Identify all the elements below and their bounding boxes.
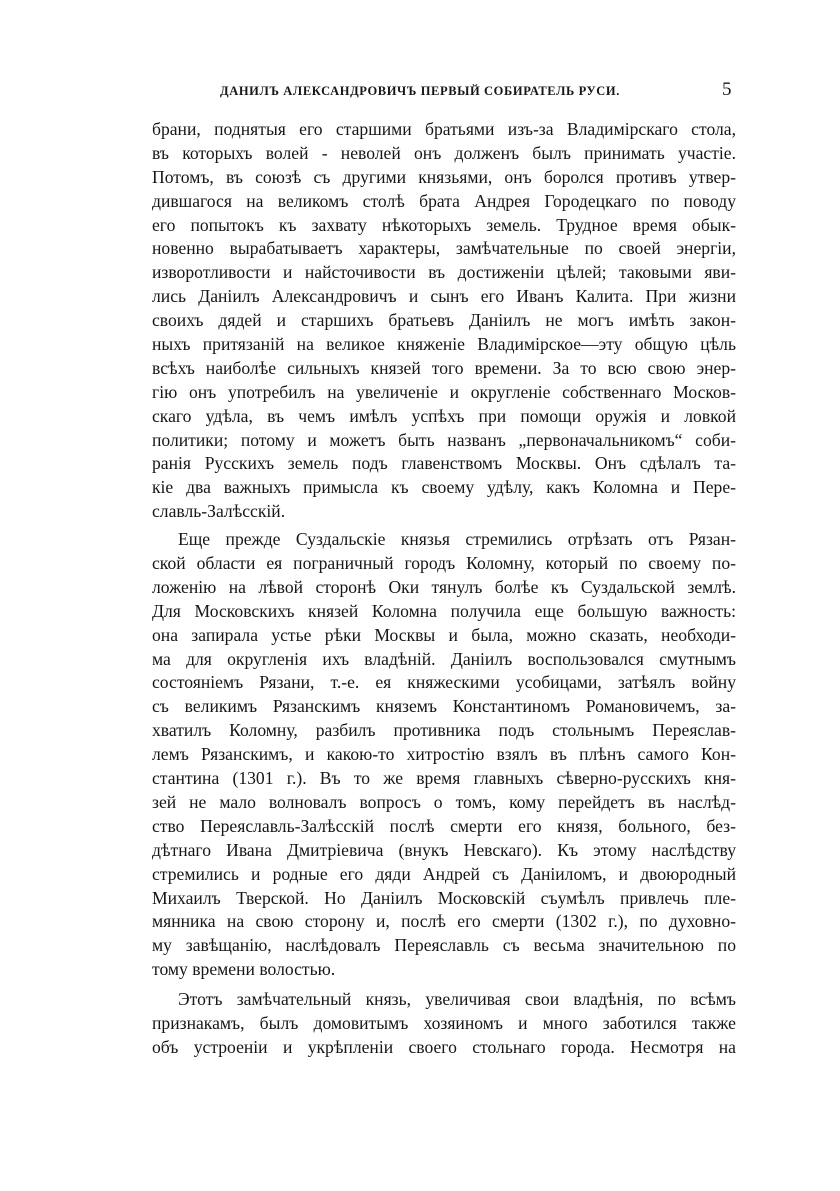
text-line: скаго удѣла, въ чемъ имѣлъ успѣхъ при помощи оружія и ловкой: [152, 405, 736, 426]
text-line: кіе два важныхъ примысла къ своему удѣлу, какъ Коломна и Пере-: [152, 477, 736, 498]
text-line: тому времени волостью.: [152, 959, 336, 980]
text-line: его попытокъ къ захвату нѣкоторыхъ земель. Трудное время обык-: [152, 214, 736, 235]
text-line: хватилъ Коломну, разбилъ противника подъ стольнымъ Переяслав-: [152, 720, 736, 741]
text-line: гію онъ употребилъ на увеличеніе и округленіе собственнаго Москов-: [152, 381, 736, 402]
text-line: Еще прежде Суздальскіе князья стремились отрѣзать отъ Рязан-: [178, 529, 736, 550]
text-line: въ которыхъ волей - неволей онъ долженъ былъ принимать участіе.: [152, 142, 736, 163]
paragraph: [152, 118, 736, 524]
text-line: зей не мало волновалъ вопросъ о томъ, кому перейдетъ въ наслѣд-: [152, 791, 736, 812]
text-line: Потомъ, въ союзѣ съ другими князьями, онъ боролся противъ утвер-: [152, 166, 736, 187]
text-line: ма для округленія ихъ владѣній. Даніилъ воспользовался смутнымъ: [152, 648, 736, 669]
text-line: ныхъ притязаній на великое княженіе Владимірское—эту общую цѣль: [152, 334, 736, 355]
text-line: всѣхъ наиболѣе сильныхъ князей того времени. За то всю свою энер-: [152, 357, 736, 378]
text-line: ложенію на лѣвой сторонѣ Оки тянулъ болѣе къ Суздальской землѣ.: [152, 576, 736, 597]
text-line: ской области ея пограничный городъ Коломну, который по своему по-: [152, 553, 736, 574]
text-line: Для Московскихъ князей Коломна получила еще большую важность:: [152, 600, 736, 621]
page-number: 5: [722, 79, 732, 100]
text-line: лемъ Рязанскимъ, и какою-то хитростію взялъ въ плѣнъ самого Кон-: [152, 744, 736, 765]
running-head: ДАНИЛЪ АЛЕКСАНДРОВИЧЪ ПЕРВЫЙ СОБИРАТЕЛЬ РУСИ.: [220, 84, 620, 98]
text-line: ранія Русскихъ земель подъ главенствомъ Москвы. Онъ сдѣлалъ та-: [152, 453, 736, 474]
text-line: дѣтнаго Ивана Дмитріевича (внукъ Невскаго). Къ этому наслѣдству: [152, 839, 736, 860]
text-line: Этотъ замѣчательный князь, увеличивая свои владѣнія, по всѣмъ: [178, 989, 736, 1010]
text-line: съ великимъ Рязанскимъ княземъ Константиномъ Романовичемъ, за-: [152, 696, 736, 717]
text-line: изворотливости и найсточивости въ достиженіи цѣлей; таковыми яви-: [152, 262, 736, 283]
text-line: мянника на свою сторону и, послѣ его смерти (1302 г.), по духовно-: [152, 911, 736, 932]
text-line: ство Переяславль-Залѣсскій послѣ смерти его князя, больного, без-: [152, 815, 736, 836]
body-text: [152, 118, 736, 1060]
text-line: стремились и родные его дяди Андрей съ Даніиломъ, и двоюродный: [152, 863, 736, 884]
text-line: своихъ дядей и старшихъ братьевъ Даніилъ не могъ имѣть закон-: [152, 310, 736, 331]
text-line: му завѣщанію, наслѣдовалъ Переяславль съ весьма значительною по: [152, 935, 736, 956]
text-line: она запирала устье рѣки Москвы и была, можно сказать, необходи-: [152, 624, 736, 645]
text-line: признакамъ, былъ домовитымъ хозяиномъ и много заботился также: [152, 1012, 736, 1033]
text-line: стантина (1301 г.). Въ то же время главныхъ сѣверно-русскихъ кня-: [152, 768, 736, 789]
text-line: объ устроеніи и укрѣпленіи своего стольнаго города. Несмотря на: [152, 1036, 736, 1057]
text-line: Михаилъ Тверской. Но Даніилъ Московскій съумѣлъ привлечь пле-: [152, 887, 736, 908]
text-line: новенно вырабатываетъ характеры, замѣчательные по своей энергіи,: [152, 238, 736, 259]
text-line: политики; потому и можетъ быть названъ „первоначальникомъ“ соби-: [152, 429, 736, 450]
paragraph: [152, 988, 736, 1060]
text-line: славль-Залѣсскій.: [152, 501, 286, 522]
text-line: брани, поднятыя его старшими братьями изъ-за Владимірскаго стола,: [152, 119, 736, 139]
text-line: дившагося на великомъ столѣ брата Андрея Городецкаго по поводу: [152, 190, 736, 211]
text-line: состояніемъ Рязани, т.-е. ея княжескими усобицами, затѣялъ войну: [152, 672, 736, 693]
paragraph: [152, 528, 736, 982]
text-line: лись Даніилъ Александровичъ и сынъ его Иванъ Калита. При жизни: [152, 286, 736, 307]
